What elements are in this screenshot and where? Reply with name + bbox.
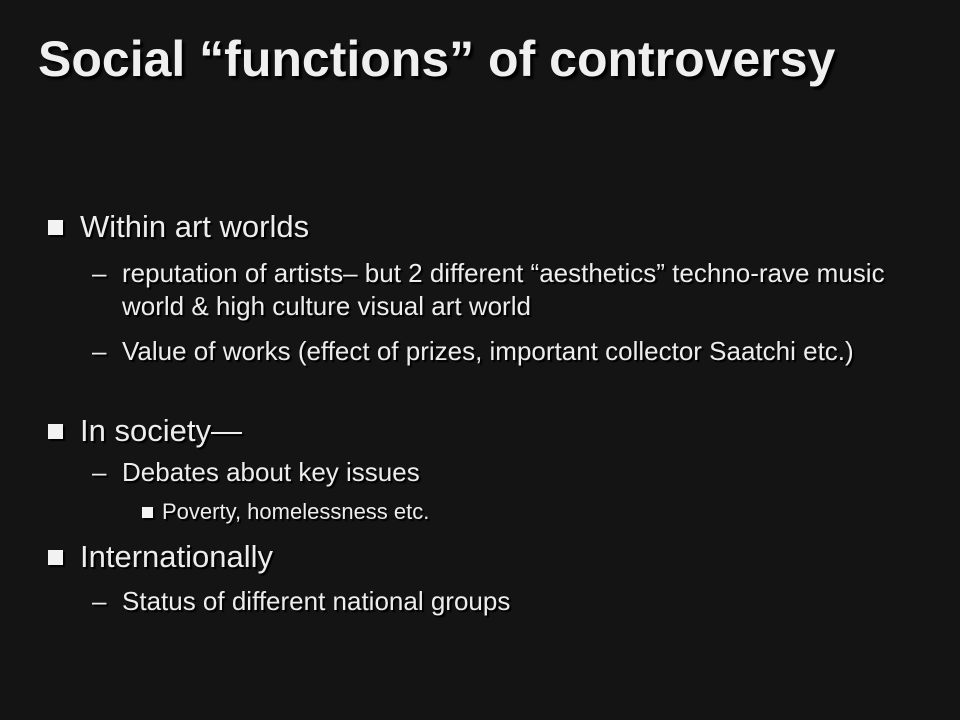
bullet-square-icon bbox=[48, 550, 63, 565]
dash-icon: – bbox=[92, 336, 107, 366]
sub-bullet-value-of-works: Value of works (effect of prizes, important collector Saatchi etc.) bbox=[122, 336, 854, 366]
sub-sub-bullet-square-icon bbox=[142, 507, 153, 518]
bullet-within-art-worlds: Within art worlds bbox=[80, 209, 310, 244]
bullet-internationally: Internationally bbox=[80, 539, 274, 574]
bullet-square-icon bbox=[48, 220, 63, 235]
dash-icon: – bbox=[92, 258, 107, 288]
bullet-in-society: In society— bbox=[80, 413, 242, 448]
sub-bullet-reputation: reputation of artists– but 2 different “aesthetics” techno-rave music world & high culture visual art world bbox=[122, 258, 885, 321]
dash-icon: – bbox=[92, 586, 107, 616]
sub-bullet-status: Status of different national groups bbox=[122, 586, 511, 616]
dash-icon: – bbox=[92, 457, 107, 487]
bullet-square-icon bbox=[48, 424, 63, 439]
slide-title: Social “functions” of controversy bbox=[38, 31, 836, 87]
sub-bullet-debates: Debates about key issues bbox=[122, 457, 420, 487]
sub-sub-bullet-poverty: Poverty, homelessness etc. bbox=[162, 499, 430, 524]
